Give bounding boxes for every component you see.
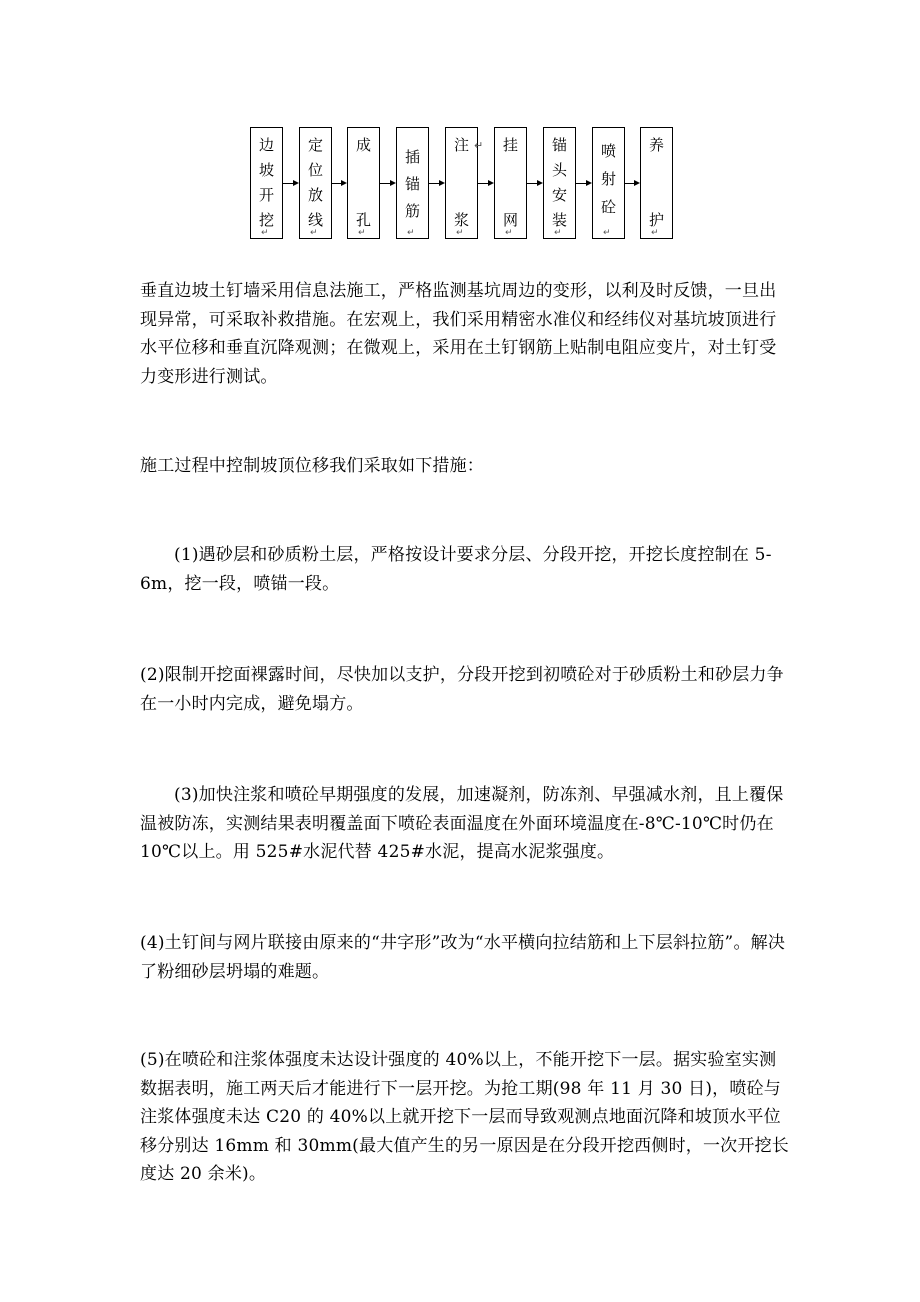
paragraph-measure-5: (5)在喷砼和注浆体强度未达设计强度的 40%以上，不能开挖下一层。据实验室实测数据表明，施工两天后才能进行下一层开挖。为抢工期(98 年 11 月 30 日)，喷砼与注浆体强度未达 C20 的 40%以上就开挖下一层而导致观测点地面沉降和坡顶水平位移分别达 16mm 和 30mm(最大值产生的另一原因是在分段开挖西侧时，一次开挖长度达 20 余米)。 xyxy=(140,1050,789,1184)
return-mark-icon: ↵ xyxy=(554,228,562,238)
step-char: 线 xyxy=(307,211,323,229)
return-mark-icon: ↵ xyxy=(603,228,611,238)
step-char: 成 xyxy=(355,136,371,154)
step-char: 开 xyxy=(258,186,274,204)
paragraph-measure-3: (3)加快注浆和喷砼早期强度的发展，加速凝剂，防冻剂、早强减水剂，且上覆保温被防冻，实测结果表明覆盖面下喷砼表面温度在外面环境温度在-8℃-10℃时仍在 10℃以上。用 525#水泥代替 425#水泥，提高水泥浆强度。 xyxy=(140,785,784,862)
return-mark-icon: ↵ xyxy=(310,228,318,238)
flow-arrow-icon xyxy=(283,183,299,185)
return-mark-icon: ↵ xyxy=(456,228,464,238)
step-char: 注 xyxy=(453,136,469,154)
paragraph-measure-1: (1)遇砂层和砂质粉土层，严格按设计要求分层、分段开挖，开挖长度控制在 5-6m，挖一段，喷锚一段。 xyxy=(140,545,772,594)
return-mark-icon: ↵ xyxy=(505,228,513,238)
flow-arrow-icon xyxy=(380,183,396,185)
flow-arrow-icon xyxy=(478,183,494,185)
step-char: 孔 xyxy=(355,211,371,229)
step-char: 养 xyxy=(648,136,664,154)
flow-step-curing xyxy=(640,127,673,239)
paragraph-measures-intro: 施工过程中控制坡顶位移我们采取如下措施： xyxy=(140,456,484,476)
step-char: 边 xyxy=(258,136,274,154)
flow-step-anchor-head-install xyxy=(543,127,576,239)
flow-step-positioning xyxy=(299,127,332,239)
step-char: 网 xyxy=(502,211,518,229)
flow-step-insert-anchor xyxy=(396,127,429,239)
step-char: 砼 xyxy=(600,198,616,216)
step-char: 定 xyxy=(307,136,323,154)
return-mark-icon: ↵ xyxy=(261,228,269,238)
step-char: 安 xyxy=(551,186,567,204)
flow-arrow-icon xyxy=(332,183,347,185)
flow-arrow-icon xyxy=(625,183,640,185)
return-mark-icon: ↵ xyxy=(358,228,366,238)
return-mark-icon: ↵ xyxy=(407,228,415,238)
construction-flowchart xyxy=(0,0,920,260)
step-char: 位 xyxy=(307,161,323,179)
flow-arrow-icon xyxy=(576,183,592,185)
step-char: 装 xyxy=(551,211,567,229)
step-char: 锚 xyxy=(404,175,420,193)
step-char: 浆 xyxy=(453,211,469,229)
flow-arrow-icon xyxy=(527,183,543,185)
step-char: 喷 xyxy=(600,142,616,160)
step-char: 挂 xyxy=(502,136,518,154)
step-char: 坡 xyxy=(258,161,274,179)
flow-step-drilling xyxy=(347,127,380,239)
step-char: 放 xyxy=(307,186,323,204)
paragraph-measure-2: (2)限制开挖面裸露时间，尽快加以支护，分段开挖到初喷砼对于砂质粉土和砂层力争在一小时内完成，避免塌方。 xyxy=(140,665,784,714)
paragraph-monitoring: 垂直边坡土钉墙采用信息法施工，严格监测基坑周边的变形，以利及时反馈，一旦出现异常，可采取补救措施。在宏观上，我们采用精密水准仪和经纬仪对基坑坡顶进行水平位移和垂直沉降观测；在微观上，采用在土钉钢筋上贴制电阻应变片，对土钉受力变形进行测试。 xyxy=(140,281,777,387)
step-char: 筋 xyxy=(404,202,420,220)
paragraph-measure-4: (4)土钉间与网片联接由原来的“井字形”改为“水平横向拉结筋和上下层斜拉筋”。解决了粉细砂层坍塌的难题。 xyxy=(140,933,786,982)
return-mark-icon: ↵ xyxy=(474,139,484,152)
step-char: 锚 xyxy=(551,136,567,154)
flow-step-hang-mesh xyxy=(494,127,527,239)
step-char: 插 xyxy=(404,148,420,166)
flow-arrow-icon xyxy=(429,183,445,185)
return-mark-icon: ↵ xyxy=(651,228,659,238)
step-char: 头 xyxy=(551,161,567,179)
flow-step-slope-excavation xyxy=(250,127,283,239)
step-char: 挖 xyxy=(258,211,274,229)
step-char: 射 xyxy=(600,170,616,188)
flow-step-shotcrete xyxy=(592,127,625,239)
step-char: 护 xyxy=(648,211,664,229)
